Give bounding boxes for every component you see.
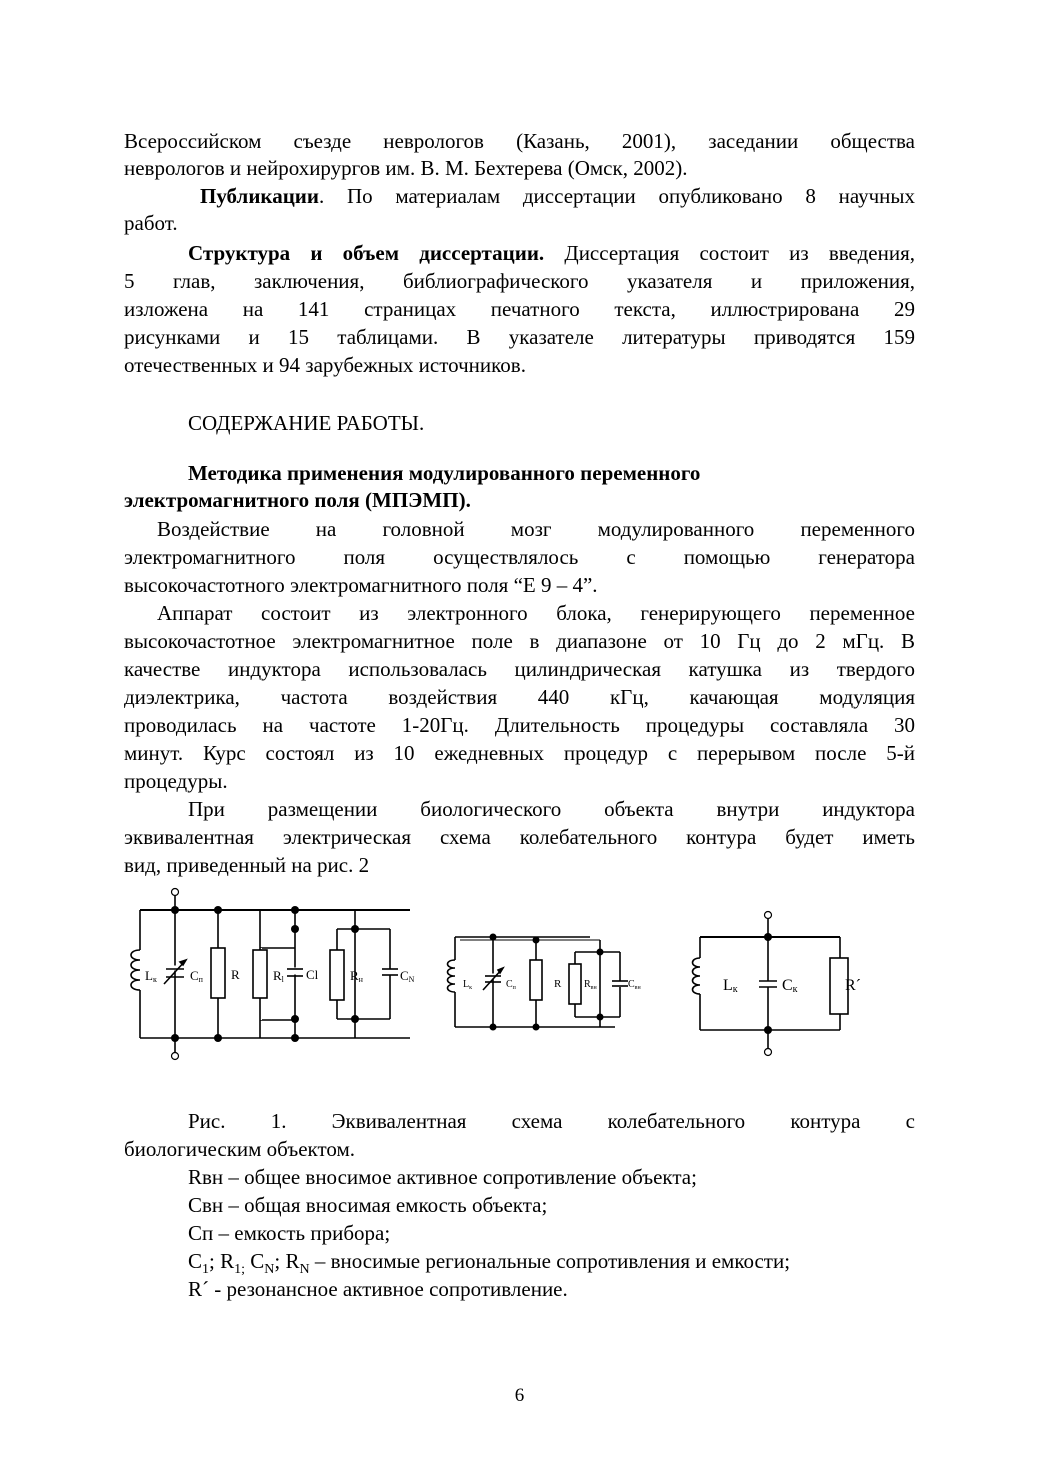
label-cvn-2: $C_{вн}$: [628, 979, 641, 991]
label-cn-1: CN: [400, 968, 415, 984]
method-heading-line2: электромагнитного поля (МПЭМП).: [124, 488, 471, 512]
legend-rprime: R´ - резонансное активное сопротивление.: [188, 1277, 568, 1301]
label-rvn-2: $R_{вн}$: [584, 979, 597, 991]
structure-line3: изложена на 141 страницах печатного текста, иллюстрирована 29: [124, 297, 915, 321]
legend-rvn: Rвн – общее вносимое активное сопротивление объекта;: [188, 1165, 697, 1189]
para4-line1: При размещении биологического объекта внутри индуктора: [188, 797, 915, 821]
label-ck-3: Cк: [782, 977, 798, 995]
para2-line3: высокочастотного электромагнитного поля “Е 9 – 4”.: [124, 573, 598, 597]
page-number: 6: [514, 1385, 525, 1406]
label-cp-1: Cп: [190, 968, 203, 984]
para1-line2: неврологов и нейрохирургов им. В. М. Бехтерева (Омск, 2002).: [124, 156, 688, 180]
structure-line2: 5 глав, заключения, библиографического указателя и приложения,: [124, 269, 915, 293]
para3-line1: Аппарат состоит из электронного блока, генерирующего переменное: [157, 601, 915, 625]
legend-svn: Свн – общая вносимая емкость объекта;: [188, 1193, 548, 1217]
structure-text: Диссертация состоит из введения,: [544, 241, 915, 265]
label-r-2: R: [554, 978, 562, 990]
label-cp-2: $C_п$: [506, 979, 516, 991]
para3-line3: качестве индуктора использовалась цилиндрическая катушка из твердого: [124, 657, 915, 681]
para3-line2: высокочастотное электромагнитное поле в диапазоне от 10 Гц до 2 мГц. В: [124, 629, 915, 653]
legend-crn: $C_1$; $R_{1;}$ $C_N$; $R_N$ – вносимые региональные сопротивления и емкости;: [188, 1249, 791, 1278]
publications-line2: работ.: [124, 211, 178, 235]
label-r-1: R: [231, 967, 240, 982]
publications-title: Публикации: [200, 184, 319, 208]
structure-title: Структура и объем диссертации.: [188, 241, 545, 265]
circuit-figure: [110, 880, 940, 1070]
para1-line1: Всероссийском съезде неврологов (Казань, 2001), заседании общества: [124, 129, 915, 153]
label-lk-1: Lк: [145, 968, 157, 984]
label-r1-1: Rl: [273, 968, 284, 984]
label-c1-1: Cl: [306, 967, 319, 982]
para3-line7: процедуры.: [124, 769, 228, 793]
para2-line1: Воздействие на головной мозг модулированного переменного: [157, 517, 915, 541]
para3-line6: минут. Курс состоял из 10 ежедневных процедур с перерывом после 5-й: [124, 741, 915, 765]
contents-heading: СОДЕРЖАНИЕ РАБОТЫ.: [188, 411, 425, 435]
publications-text: . По материалам диссертации опубликовано 8 научных: [319, 184, 915, 208]
label-lk-2: $L_к$: [463, 979, 473, 991]
publications-line1: [200, 183, 915, 210]
para3-line4: диэлектрика, частота воздействия 440 кГц, качающая модуляция: [124, 685, 915, 709]
caption-line1: Рис. 1. Эквивалентная схема колебательного контура с: [188, 1109, 915, 1133]
para4-line3: вид, приведенный на рис. 2: [124, 853, 370, 877]
structure-line1: [188, 240, 915, 267]
label-rprime-3: R´: [845, 977, 861, 994]
legend-sp: Сп – емкость прибора;: [188, 1221, 391, 1245]
method-heading-line1: Методика применения модулированного переменного: [188, 461, 701, 485]
label-rn-1: Rн: [350, 968, 363, 984]
label-lk-3: Lк: [723, 977, 738, 995]
caption-line2: биологическим объектом.: [124, 1137, 355, 1161]
para3-line5: проводилась на частоте 1-20Гц. Длительность процедуры составляла 30: [124, 713, 915, 737]
para4-line2: эквивалентная электрическая схема колебательного контура будет иметь: [124, 825, 915, 849]
structure-line5: отечественных и 94 зарубежных источников.: [124, 353, 526, 377]
para2-line2: электромагнитного поля осуществлялось с помощью генератора: [124, 545, 915, 569]
structure-line4: рисунками и 15 таблицами. В указателе литературы приводятся 159: [124, 325, 915, 349]
